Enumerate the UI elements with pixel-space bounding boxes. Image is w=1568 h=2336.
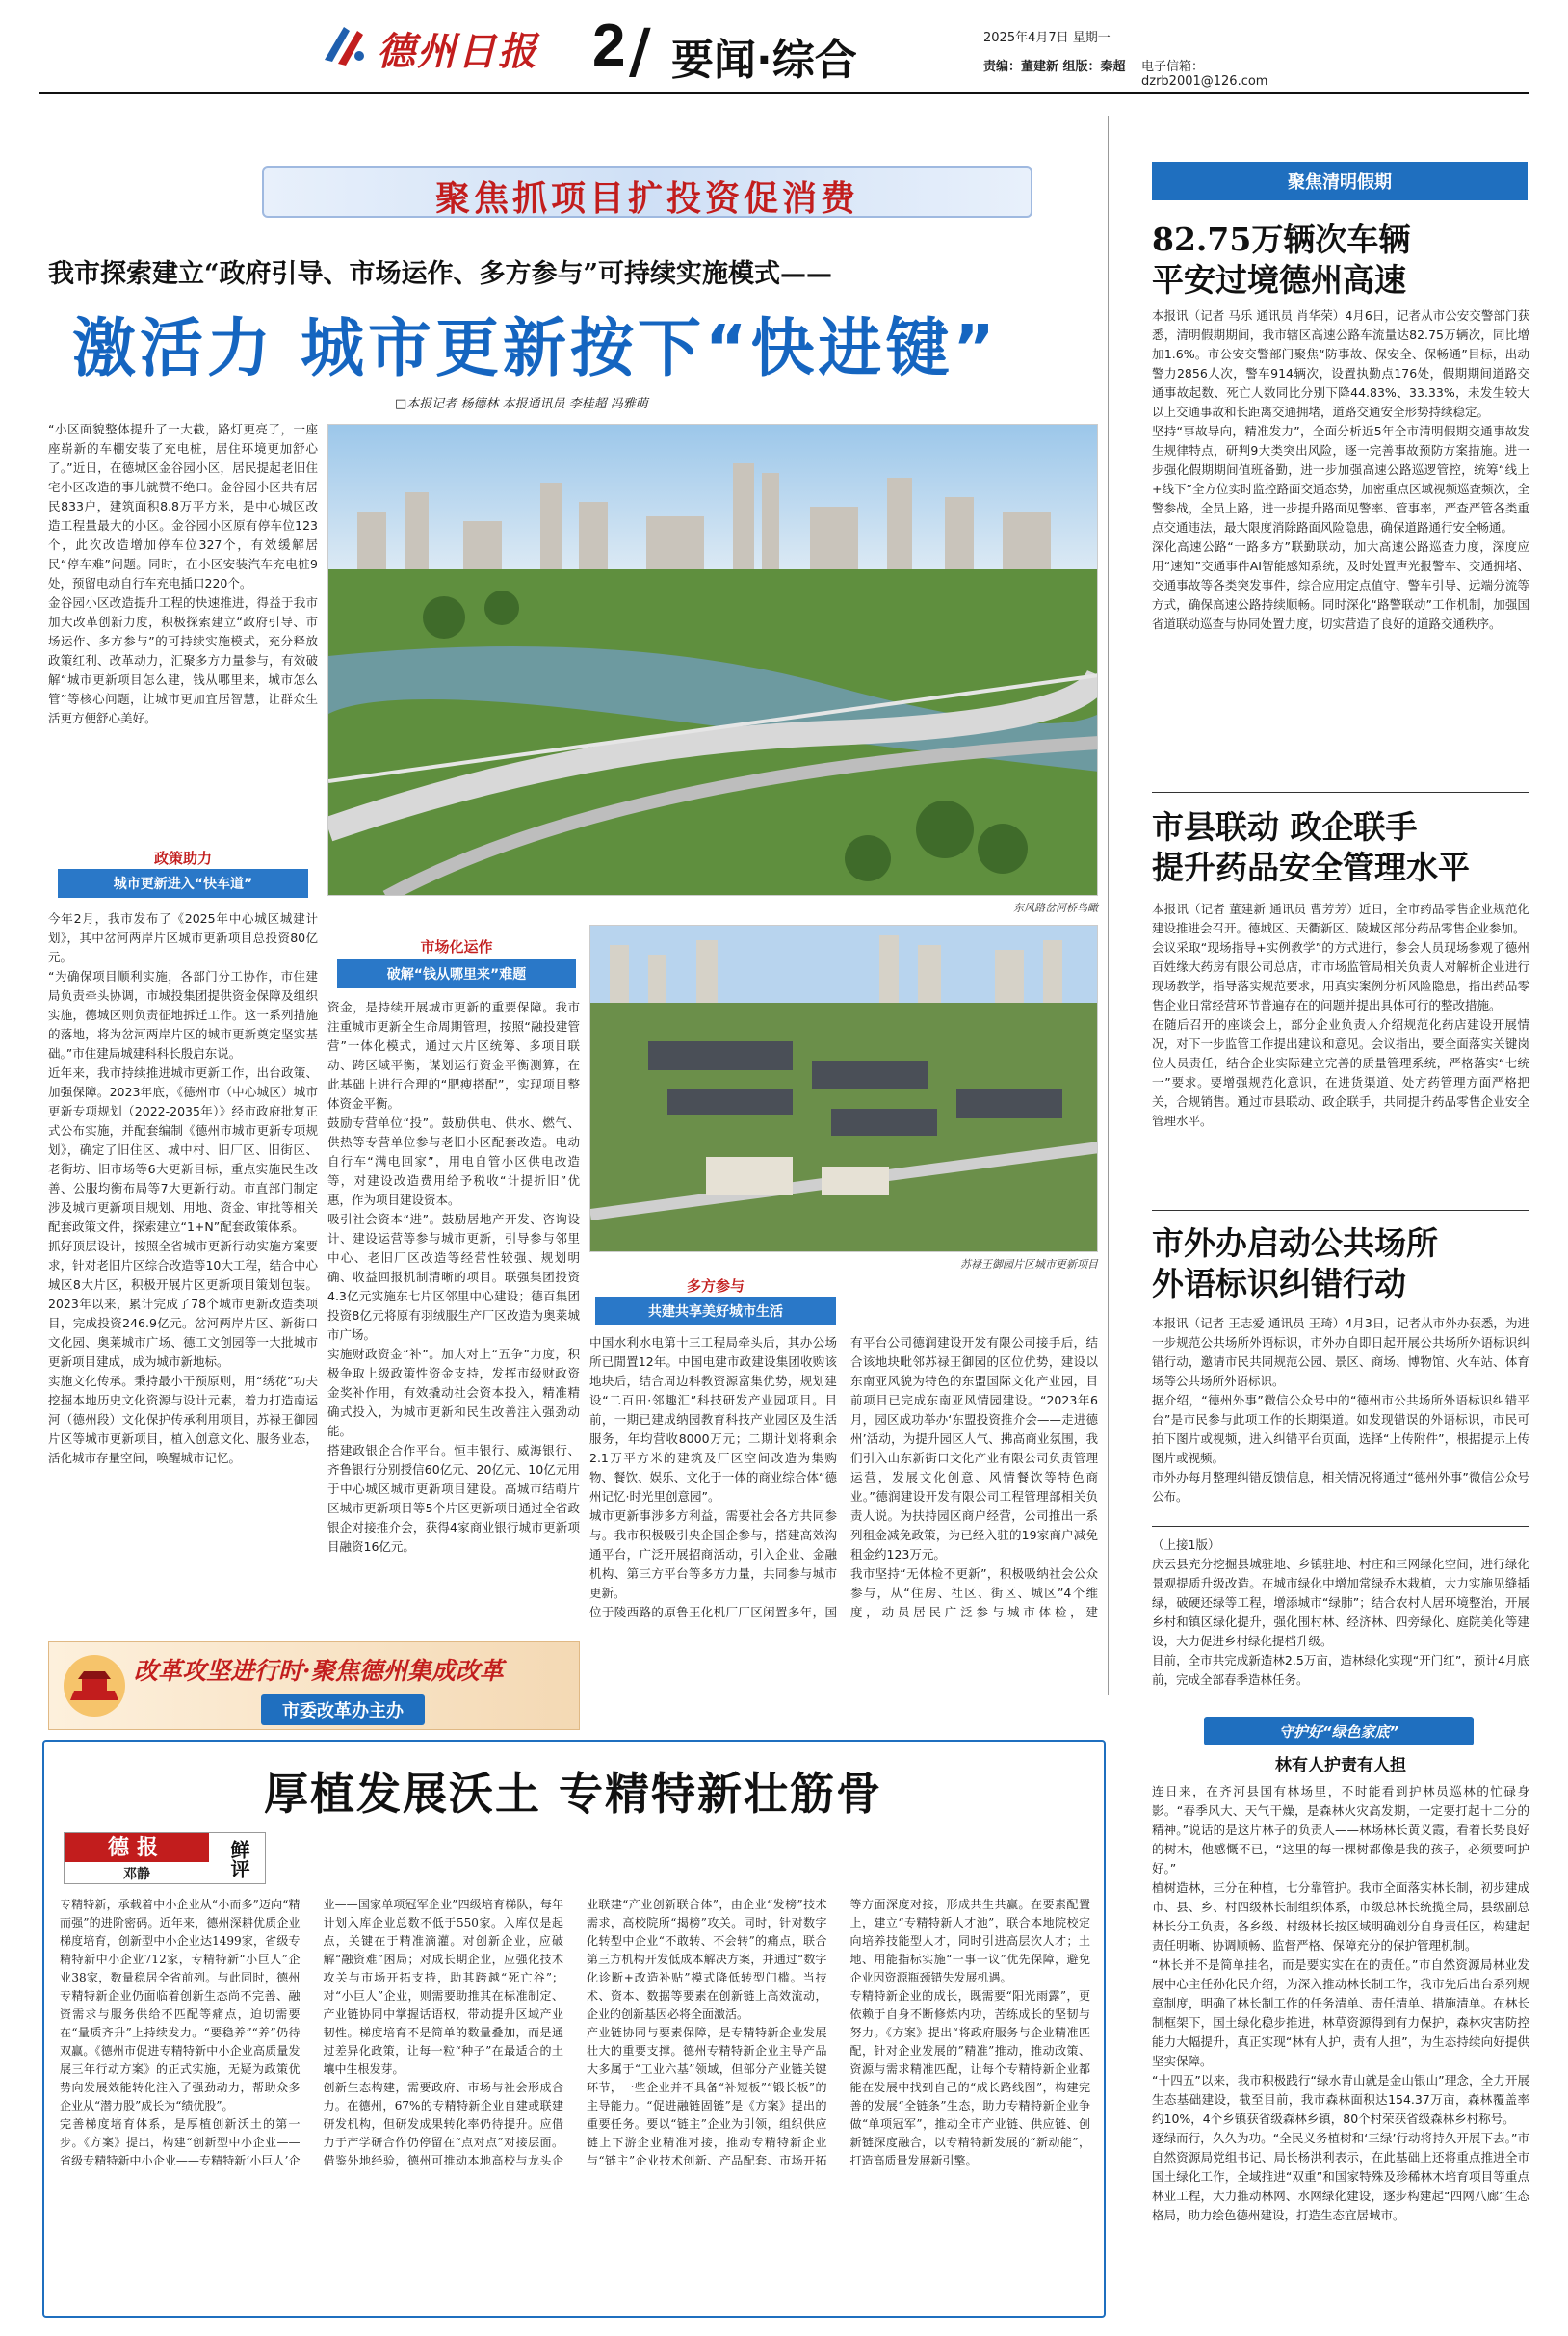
reform-banner-line2: 市委改革办主办 [261, 1694, 425, 1725]
lead-body-1: 今年2月，我市发布了《2025年中心城区城建计划》，其中岔河两岸片区城市更新项目总投资80亿元。 “为确保项目顺利实施，各部门分工协作，市住建局负责牵头协调，市城投集团提供资金保障及组织实施，德城区则负责征地拆迁工作。这一系列措施的落地，将为岔河两岸片区的城市更新奠定坚实基础。”市住建局城建科科长殷启东说。 近年来，我市持续推进城市更新工作，出台政策、加强保障。2023年底，《德州市（中心城区）城市更新专项规划（2022-2035年）》经市政府批复正式公布实施，并配套编制《德州市城市更新专项规划》，确定了旧住区、城中村、旧厂区、旧街区、老街坊、旧市场等6大更新目标，重点实施民生改善、公服均衡布局等7大更新行动。市直部门制定涉及城市更新项目规划、用地、资金、审批等相关配套政策文件，探索建立“1+N”配套政策体系。 抓好顶层设计，按照全省城市更新行动实施方案要求，针对老旧片区综合改造等10大工程，结合中心城区8大片区，积极开展片区更新项目策划包装。2023年以来，累计完成了78个城市更新改造类项目，完成投资246.9亿元。岔河两岸片区、新街口文化园、奥莱城市广场、德工文创园等一大批城市更新项目建成，成为城市新地标。 实施文化传承。秉持最小干预原则，用“绣花”功夫挖掘本地历史文化资源与设计元素，着力打造南运河（德州段）文化保护传承利用项目，苏禄王御园片区等城市更新项目，植入创意文化、服务业态，活化城市存量空间，唤醒城市记忆。 [48, 911, 318, 1465]
rule-a2 [1152, 1210, 1529, 1211]
topic-banner [262, 166, 1032, 218]
article-4-body: （上接1版） 庆云县充分挖掘县城驻地、乡镇驻地、村庄和三网绿化空间，进行绿化景观提质升级改造。在城市绿化中增加常绿乔木栽植，大力实施见缝插绿，破硬还绿等工程，增添城市“绿肺”；结合农村人居环境整治，开展乡村和镇区绿化提升，强化围村林、经济林、四旁绿化、庭院美化等建设，大力促进乡村绿化提档升级。 目前，全市共完成新造林2.5万亩，造林绿化实现“开门红”，预计4月底前，完成全部春季造林任务。 [1152, 1537, 1529, 1687]
subhead-1-label: 政策助力 [153, 850, 212, 867]
subhead-3-title: 共建共享美好城市生活 [595, 1297, 836, 1325]
article-1-title: 82.75万辆次车辆 平安过境德州高速 [1152, 221, 1411, 299]
photo-sulu-caption: 苏禄王御园片区城市更新项目 [960, 1258, 1098, 1271]
lead-byline: □本报记者 杨德林 本报通讯员 李桂超 冯雅萌 [395, 397, 648, 411]
editorial-body: 专精特新，承载着中小企业从“小而多”迈向“精而强”的进阶密码。近年来，德州深耕优质企业梯度培育，创新型中小企业达1499家，省级专精特新中小企业712家，专精特新“小巨人”企业38家，数量稳居全省前列。与此同时，德州专精特新企业仍面临着创新生态尚不完善、融资需求与服务供给不匹配等痛点，迫切需要在“量质齐升”上持续发力。“要稳养”“养”仍待双赢。《德州市促进专精特新中小企业高质量发展三年行动方案》的正式实施，无疑为政策优势向发展效能转化注入了强劲动力，帮助众多企业从“潜力股”成长为“绩优股”。 完善梯度培育体系，是厚植创新沃土的第一步。《方案》提出，构建“创新型中小企业——省级专精特新中小企业——专精特新‘小巨人’企业——国家单项冠军企业”四级培育梯队，每年计划入库企业总数不低于550家。入库仅是起点，关键在于精准滴灌。对创新企业，应破解“融资难”困局；对成长期企业，应强化技术攻关与市场开拓支持，助其跨越“死亡谷”；对“小巨人”企业，则需要助推其在标准制定、产业链协同中掌握话语权，带动提升区域产业韧性。梯度培育不是简单的数量叠加，而是通过差异化政策，让每一粒“种子”在最适合的土壤中生根发芽。 创新生态构建，需要政府、市场与社会形成合力。在德州，67%的专精特新企业自建或联建研发机构，但研发成果转化率仍待提升。应借力于产学研合作仍停留在“点对点”对接层面。借鉴外地经验，德州可推动本地高校与龙头企业联建“产业创新联合体”，由企业“发榜”技术需求，高校院所“揭榜”攻关。同时，针对数字化转型中企业“不敢转、不会转”的痛点，联合第三方机构开发低成本解决方案，并通过“数字化诊断+改造补贴”模式降低转型门槛。当技术、资本、数据等要素在创新链上高效流动，企业的创新基因必将全面激活。 产业链协同与要素保障，是专精特新企业发展壮大的重要支撑。德州专精特新企业主导产品大多属于“工业六基”领域，但部分产业链关键环节，一些企业并不具备“补短板”“锻长板”的主导能力。“促进融链固链”是《方案》提出的重要任务。要以“链主”企业为引领，组织供应链上下游企业精准对接，推动专精特新企业与“链主”企业技术创新、产品配套、市场开拓等方面深度对接，形成共生共赢。在要素配置上，建立“专精特新人才池”，联合本地院校定向培养技能型人才，同时引进高层次人才；土地、用能指标实施“一事一议”优先保障，避免企业因资源瓶颈错失发展机遇。 专精特新企业的成长，既需要“阳光雨露”，更依赖于自身不断修炼内功，苦练成长的坚韧与努力。《方案》提出“将政府服务与企业精准匹配，针对企业发展的”精准”推动，推动政策、资源与需求精准匹配，让每个专精特新企业都能在发展中找到自己的“成长路线图”，构建完善的发展“全链条”生态，助力专精特新企业争做“单项冠军”，推动全市产业链、供应链、创新链深度融合，以专精特新发展的“新动能”，打造高质量发展新引擎。 [60, 1898, 1090, 2167]
rule-a3 [1152, 1526, 1529, 1527]
column-label-box [64, 1832, 266, 1884]
subhead-3-label: 多方参与 [686, 1277, 745, 1295]
issue-date: 2025年4月7日 星期一 [983, 31, 1111, 45]
reform-banner [48, 1641, 580, 1730]
article-5-body: 连日来，在齐河县国有林场里，不时能看到护林员巡林的忙碌身影。“春季风大、天气干燥，是森林火灾高发期，一定要打起十二分的精神。”说话的是这片林子的负责人——林场林长黄义霞，看着长势良好的树木，他感慨不已，“这里的每一棵树都像是我的孩子，必须要呵护好。” 植树造林，三分在种植，七分靠管护。我市全面落实林长制，初步建成市、县、乡、村四级林长制组织体系，市级总林长统揽全局，县级副总林长分工负责，各乡级、村级林长按区域明确划分自身责任区，构建起责任明晰、协调顺畅、监督严格、保障充分的保护管理机制。 “林长并不是简单挂名，而是要实实在在的责任。”市自然资源局林业发展中心主任孙化民介绍，为深入推动林长制工作，我市先后出台系列规章制度，明确了林长制工作的任务清单、责任清单、措施清单。在林长制框架下，国土绿化稳步推进，林草资源得到有力保护，森林灾害防控能力大幅提升，真正实现“林有人护，责有人担”，为生态持续向好提供坚实保障。 “十四五”以来，我市积极践行“绿水青山就是金山银山”理念，全力开展生态基础建设，截至目前，我市森林面积达154.37万亩，森林覆盖率约10%，4个乡镇获省级森林乡镇，80个村荣获省级森林乡村称号。 逐绿而行，久久为功。“全民义务植树和‘三绿’行动将持久开展下去。”市自然资源局党组书记、局长杨洪利表示，在此基础上还将重点推进全市国土绿化工作，全域推进“双重”和国家特殊及珍稀林木培育项目等重点林业工程，大力推动林网、水网绿化建设，逐步构建起“四网八廊”生态格局，助力绘色德州建设，打造生态宜居城市。 [1152, 1784, 1529, 2222]
article-5-tag-box [1204, 1717, 1474, 1745]
editorial-headline: 厚植发展沃土 专精特新壮筋骨 [263, 1768, 882, 1820]
lead-intro: “小区面貌整体提升了一大截，路灯更亮了，一座座崭新的车棚安装了充电桩，居住环境更加舒心了。”近日，在德城区金谷园小区，居民提起老旧住宅小区改造的事儿就赞不绝口。金谷园小区共有居民833户，建筑面积8.8万平方米，是中心城区改造工程量最大的小区。金谷园小区原有停车位123个，此次改造增加停车位327个，有效缓解居民“停车难”问题。同时，在小区安装汽车充电桩9处，预留电动自行车充电插口220个。 金谷园小区改造提升工程的快速推进，得益于我市加大改革创新力度，积极探索建立“政府引导、市场运作、多方参与”的可持续实施模式，充分释放政策红利、改革动力，汇聚多方力量参与，有效破解“城市更新项目怎么建，钱从哪里来，城市怎么管”等核心问题，让城市更加宜居智慧，让群众生活更方便舒心美好。 [48, 422, 318, 725]
article-2-body: 本报讯（记者 董建新 通讯员 曹芳芳）近日，全市药品零售企业规范化建设推进会召开。德城区、天衢新区、陵城区部分药品零售企业参加。 会议采取“现场指导+实例教学”的方式进行，参会人员现场参观了德州百姓缘大药房有限公司总店，市市场监管局相关负责人对解析企业进行现场教学，指导落实规范要求，用真实案例分析风险隐患，指出药品零售企业日常经营环节普遍存在的问题并提出具体可行的整改措施。 在随后召开的座谈会上，部分企业负责人介绍规范化药店建设开展情况，对下一步监管工作提出建议和意见。会议指出，要全面落实关键岗位人员责任，结合企业实际建立完善的质量管理系统，严格落实“七统一”要求。要增强规范化意识，在进货渠道、处方药管理方面严格把关，合规销售。通过市县联动、政企联手，共同提升药品零售企业安全管理水平。 [1152, 902, 1529, 1128]
article-1-body: 本报讯（记者 马乐 通讯员 肖华荣）4月6日，记者从市公安交警部门获悉，清明假期期间，我市辖区高速公路车流量达82.75万辆次，同比增加1.6%。市公安交警部门聚焦“防事故、保安全、保畅通”目标，出动警力2856人次，警车914辆次，设置执勤点176处，假期期间道路交通事故起数、死亡人数同比分别下降44.83%、33.33%，未发生较大以上交通事故和长距离交通拥堵，道路交通安全形势持续稳定。 坚持“事故导向，精准发力”，全面分析近5年全市清明假期交通事故发生规律特点，研判9大类突出风险，逐一完善事故预防方案措施。进一步强化假期期间值班备勤，进一步加强高速公路巡逻管控，统筹“线上+线下”全方位实时监控路面交通态势，加密重点区域视频巡查频次，全警参战，全员上路，进一步提升路面见警率、管事率，严查严管各类重点交通违法，最大限度消除路面风险隐患，确保道路通行安全畅通。 深化高速公路“一路多方”联勤联动，加大高速公路巡查力度，深度应用“速知”交通事件AI智能感知系统，及时处置声光报警车、交通拥堵、交通事故等各类突发事件，综合应用定点值守、警车引导、远端分流等方式，确保高速公路持续顺畅。同时深化“路警联动”工作机制，加强国省道联动巡查与协同处置力度，切实营造了良好的道路交通秩序。 [1152, 308, 1529, 631]
photo-bridge-aerial [327, 424, 1098, 896]
tiananmen-icon [61, 1652, 128, 1719]
right-tag: 聚焦清明假期 [1152, 162, 1528, 200]
email-line: 电子信箱：dzrb2001@126.com [1141, 60, 1268, 89]
page-number: 2 [592, 13, 626, 79]
article-3-body: 本报讯（记者 王志爱 通讯员 王琦）4月3日，记者从市外办获悉，为进一步规范公共场所外语标识，市外办自即日起开展公共场所外语标识纠错行动，邀请市民共同规范公园、景区、商场、博物馆、火车站、体育场等公共场所外语标识。 据介绍，“德州外事”微信公众号中的“德州市公共场所外语标识纠错平台”是市民参与此项工作的长期渠道。如发现错误的外语标识，市民可拍下图片或视频，进入纠错平台页面，选择“上传附件”，根据提示上传图片或视频。 市外办每月整理纠错反馈信息，相关情况将通过“德州外事”微信公众号公布。 [1152, 1316, 1529, 1504]
lead-headline: 激活力 城市更新按下“快进键” [72, 311, 999, 385]
topic-banner-title: 聚焦抓项目扩投资促消费 [434, 178, 859, 219]
column-name: 德报 [65, 1833, 209, 1862]
photo-bridge-caption: 东风路岔河桥鸟瞰 [1013, 902, 1098, 914]
masthead [313, 13, 1276, 89]
photo-sulu-garden [589, 925, 1098, 1252]
article-5-tag: 守护好“绿色家底” [1278, 1723, 1399, 1741]
lead-body-2: 资金，是持续开展城市更新的重要保障。我市注重城市更新全生命周期管理，按照“融投建管营”一体化模式，通过大片区统筹、多项目联动、跨区域平衡，谋划运行资金平衡测算，在此基础上进行合理的“肥瘦搭配”，实现项目整体资金平衡。 鼓励专营单位“投”。鼓励供电、供水、燃气、供热等专营单位参与老旧小区配套改造。电动自行车“满电回家”，用电自管小区供电改造等，对建设改造费用给予税收“计提折旧”优惠，作为项目建设资本。 吸引社会资本“进”。鼓励居地产开发、咨询设计、建设运营等参与城市更新，引导参与邻里中心、老旧厂区改造等经营性较强、规划明确、收益回报机制清晰的项目。联强集团投资4.3亿元实施东七片区邻里中心建设；德百集团投资8亿元将原有羽绒服生产厂区改造为奥莱城市广场。 实施财政资金“补”。加大对上“五争”力度，积极争取上级政策性资金支持，发挥市级财政资金奖补作用，有效撬动社会资本投入，精准精确式投入，为城市更新和民生改善注入强劲动能。 搭建政银企合作平台。恒丰银行、威海银行、齐鲁银行分别授信60亿元、20亿元、10亿元用于中心城区城市更新项目建设。高城市结萌片区城市更新项目等5个片区更新项目通过全省政银企对接推介会，获得4家商业银行城市更新项目融资16亿元。 [327, 1000, 580, 1554]
column-divider [1108, 116, 1109, 1695]
rule-a1 [1152, 792, 1529, 793]
editorial-author: 邓静 [123, 1867, 150, 1882]
subhead-1-title: 城市更新进入“快车道” [58, 869, 308, 898]
column-tag: 鲜评 [227, 1840, 250, 1878]
article-2-title: 市县联动 政企联手 提升药品安全管理水平 [1152, 808, 1470, 886]
article-5-subtitle: 林有人护责有人担 [1275, 1756, 1406, 1775]
reform-banner-line1: 改革攻坚进行时·聚焦德州集成改革 [134, 1657, 504, 1685]
slash-divider: / [629, 15, 651, 86]
subhead-2-label: 市场化运作 [420, 938, 493, 956]
newspaper-logo: 德州日报 [377, 29, 538, 74]
section-name: 要闻·综合 [671, 36, 857, 85]
logo-icon [321, 21, 369, 69]
subhead-2-title: 破解“钱从哪里来”难题 [337, 959, 576, 988]
editors-line: 责编：董建新 组版：秦超 [983, 60, 1126, 74]
article-3-title: 市外办启动公共场所 外语标识纠错行动 [1152, 1224, 1438, 1302]
lead-body-3: 中国水利水电第十三工程局牵头后，其办公场所已閒置12年。中国电建市政建设集团收购该地块后，结合周边科教资源富集优势，规划建设“二百田·邻趣汇”科技研发产业园项目。目前，一期已建成纳园教育科技产业园区及生活服务，年均营收8000万元；二期计划将剩余2.1万平方米的建筑及厂区空间改造为集购物、餐饮、娱乐、文化于一体的商业综合体“德州记忆·时光里创意园”。 城市更新事涉多方利益，需要社会各方共同参与。我市积极吸引央企国企参与，搭建高效沟通平台，广泛开展招商活动，引入企业、金融机构、第三方平台等多方力量，共同参与城市更新。 位于陵西路的原鲁王化机厂厂区闲置多年，国有平台公司德润建设开发有限公司接手后，结合该地块毗邻苏禄王御园的区位优势，建设以东南亚风貌为特色的东盟国际文化产业园，目前项目已完成东南亚风情园建设。“2023年6月，园区成功举办‘东盟投资推介会——走进德州’活动，为提升园区人气、拂高商业氛围，我们引入山东新街口文化产业有限公司负责管理运营，发展文化创意、风情餐饮等特色商业。”德润建设开发有限公司工程管理部相关负责人说。为扶持园区商户经营，公司推出一系列租金减免政策，为已经入驻的19家商户减免租金约123万元。 我市坚持“无体检不更新”，积极吸纳社会公众参与，从“住房、社区、街区、城区”4个维度，动员居民广泛参与城市体检，建 [589, 1335, 1098, 1619]
header-rule [39, 92, 1529, 94]
lead-kicker: 我市探索建立“政府引导、市场运作、多方参与”可持续实施模式—— [48, 259, 833, 289]
